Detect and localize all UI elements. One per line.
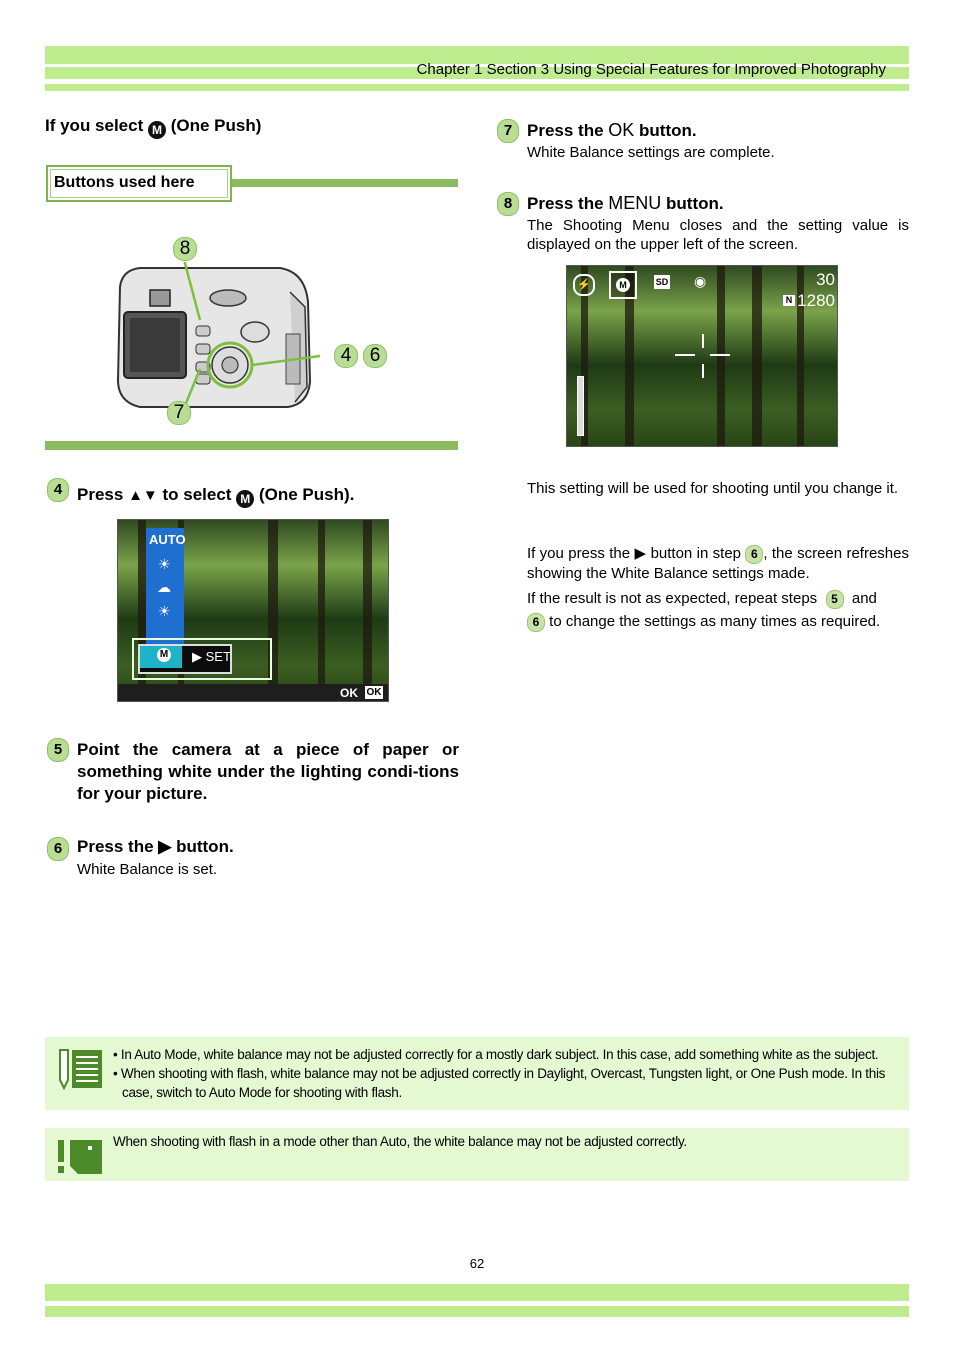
step-4-badge: 4 (47, 478, 69, 502)
right-arrow-icon: ▶ (634, 545, 647, 562)
step-4-title: Press ▲▼ to select M (One Push). (77, 485, 355, 506)
caution-icon (56, 1138, 104, 1176)
step-6-desc: White Balance is set. (77, 861, 218, 878)
one-push-icon: M (236, 490, 254, 508)
header-band-bottom (45, 84, 909, 91)
step-5-badge: 5 (47, 738, 69, 762)
step-8-desc: The Shooting Menu closes and the setting value is displayed on the upper left of the screen. (527, 217, 909, 253)
step-5-title: Point the camera at a piece of paper or something white under the lighting condi-tions for your picture. (77, 740, 459, 803)
footer-band-bottom (45, 1306, 909, 1317)
shots-remaining: 30 (816, 270, 835, 289)
buttons-used-rule (232, 179, 458, 187)
camera-callout-4: 4 (334, 344, 358, 368)
camera-callout-8: 8 (173, 237, 197, 261)
sd-icon: SD (655, 277, 669, 287)
step-5-ref: 5 (826, 590, 844, 609)
step-7-title: Press the OK button. (527, 120, 697, 140)
refresh-note: If you press the ▶ button in step 6 , the screen refreshes showing the White Balance settings made. (527, 545, 909, 582)
quality-n-icon: N (783, 295, 795, 306)
setting-note: This setting will be used for shooting until you change it. (527, 480, 899, 497)
image-size: 1280 (797, 291, 835, 310)
camera-callout-6: 6 (363, 344, 387, 368)
flash-off-icon: ⚡ (573, 274, 595, 296)
camera-illustration (110, 262, 320, 412)
one-push-icon: M (148, 121, 166, 139)
ok-label: OK (340, 686, 358, 700)
chapter-title: Chapter 1 Section 3 Using Special Features for Improved Photography (416, 61, 886, 78)
overcast-icon: ☁ (157, 579, 171, 595)
step-7-desc: White Balance settings are complete. (527, 144, 775, 161)
one-push-icon: M (157, 648, 171, 662)
focus-bracket (675, 354, 695, 356)
buttons-used-box (46, 165, 232, 202)
memo-line-3: case, switch to Auto Mode for shooting with flash. (122, 1085, 402, 1100)
step-8-badge: 8 (497, 192, 519, 216)
wb-one-push-indicator: M (609, 271, 637, 299)
daylight-icon: ☀ (158, 556, 171, 572)
lcd-shooting-screen (566, 265, 838, 447)
right-arrow-icon: ▶ (158, 837, 172, 856)
zoom-bar (577, 376, 584, 436)
page-number: 62 (469, 1256, 485, 1271)
auto-label: AUTO (149, 532, 186, 547)
tungsten-icon: ☀ (158, 603, 171, 619)
footer-band-top (45, 1284, 909, 1301)
step-6-title: Press the ▶ button. (77, 837, 234, 856)
menu-key-label: MENU (608, 193, 662, 213)
ok-key-label: OK (608, 120, 635, 140)
step-8-title: Press the MENU button. (527, 193, 724, 213)
up-down-arrow-icon: ▲▼ (128, 487, 158, 504)
section-heading: If you select M (One Push) (45, 116, 262, 137)
step-7-badge: 7 (497, 119, 519, 143)
repeat-note: If the result is not as expected, repeat steps 5 and 6 to change the settings as many times as required. (527, 590, 881, 630)
buttons-used-label: Buttons used here (54, 174, 195, 191)
lcd-white-balance-menu (117, 519, 389, 702)
memo-line-1: • In Auto Mode, white balance may not be adjusted correctly for a mostly dark subject. In this case, add something white as the subject. (113, 1047, 879, 1062)
caution-text: When shooting with flash in a mode other than Auto, the white balance may not be adjusted correctly. (113, 1134, 687, 1149)
step-6-ref: 6 (745, 545, 763, 564)
illustration-rule (45, 441, 458, 450)
camera-callout-7: 7 (167, 401, 191, 425)
ok-key-icon: OK (366, 687, 382, 698)
set-label: ▶ SET (192, 649, 231, 664)
step-6-ref: 6 (527, 613, 545, 632)
memo-line-2: • When shooting with flash, white balance may not be adjusted correctly in Daylight, Overcast, Tungsten light, or One Push mode. In this (113, 1066, 886, 1081)
memo-icon (57, 1048, 105, 1090)
step-6-badge: 6 (47, 837, 69, 861)
camera-mode-icon: ◉ (694, 273, 707, 289)
